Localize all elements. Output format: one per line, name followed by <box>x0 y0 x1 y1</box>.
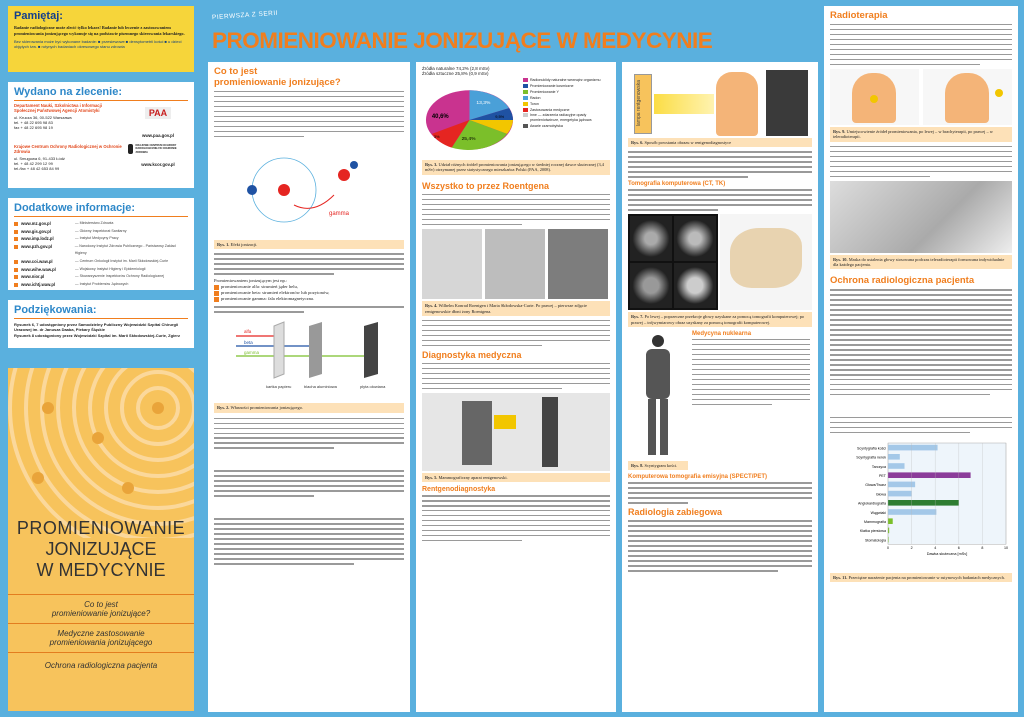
fig9-caption: Rys. 9. Umiejscowienie źródeł promieniowania, po lewej – w brachyterapii, po prawej – w teleradioterapii. <box>830 127 1012 142</box>
xray-diagram <box>628 66 812 138</box>
axis-tick: 0 <box>887 546 889 551</box>
pie-legend-item <box>523 78 610 82</box>
dose-pie-chart <box>422 78 521 158</box>
radiation-list-item-1: promieniowanie alfa: strumień jąder helu, <box>214 284 404 290</box>
bar-label: Stomatologia <box>865 538 886 543</box>
thermoplastic-mask-photo <box>830 181 1012 253</box>
bar-label: Wągwiaki <box>870 510 886 515</box>
radiation-logo-icon <box>128 144 133 154</box>
info-link-desc: — Główny Inspektorat Sanitarny <box>75 228 127 233</box>
fig5-caption: Rys. 5. Mammograficzny aparat rentgenowski. <box>422 473 610 482</box>
bar <box>888 482 915 488</box>
pie-legend-item <box>523 124 610 128</box>
svg-text:gamma: gamma <box>244 350 260 356</box>
pie-title: Źródła naturalne 74,2% (2,8 mSv) <box>422 66 490 71</box>
fig7-caption: Rys. 7. Po lewej – poprzeczne przekroje głowy uzyskane za pomocą tomografii komputerowej; po prawej – trójwymiarowy obraz uzyskany za pomocą tomografii komputerowej. <box>628 312 812 327</box>
bullet-square-icon <box>14 222 18 226</box>
info-link-url[interactable]: www.mz.gov.pl <box>21 221 51 226</box>
reminder-note: Bez skierowania może być wykonane badanie: ■ przesiewowe ■ densytometrii kości ■ u dzieci objętych tzw. ■ rutynych badaniach okresowego stanu zdrowia <box>14 39 182 50</box>
bar-label: Głowa/Twarz <box>865 483 886 488</box>
mammograph-photo <box>422 393 610 471</box>
publisher-title: Wydano na zlecenie: <box>14 86 122 98</box>
reminder-bold-text: Badanie radiologiczne może zlecić tylko lekarz! Badanie lub leczenie z zastosowaniem promieniowania jonizującego wykonuje się na podstawie pisemnego skierowania lekarskiego. <box>14 25 185 36</box>
svg-text:kartka papieru: kartka papieru <box>266 384 292 390</box>
publisher-box <box>8 82 194 188</box>
pie-legend-item <box>523 96 610 100</box>
org1-address: ul. Krucza 36, 00-522 Warszawa tel. + 48 22 695 98 83 fax + 48 22 695 98 19 <box>14 115 72 131</box>
svg-text:3%: 3% <box>433 133 440 139</box>
org2-address: ul. Smugowa 6, 91-433 Łódź tel. + 48 42 299 12 99 tel./fax + 48 42 653 84 99 <box>14 156 65 172</box>
additional-links <box>14 220 188 288</box>
legend-swatch <box>523 113 528 117</box>
bullet-square-icon <box>14 260 18 264</box>
bar-label: Scyntygrafia kości <box>857 446 886 451</box>
info-link-row <box>14 266 188 274</box>
pie-legend-item <box>523 113 610 122</box>
gamma-label: gamma <box>329 210 350 217</box>
hand-xray-image <box>548 229 608 299</box>
info-link-desc: — Instytut Problemów Jądrowych <box>75 281 129 286</box>
info-link-desc: — Stowarzyszenie Inspektorów Ochrony Radiologicznej <box>75 274 165 279</box>
bar <box>888 472 971 478</box>
section-diagnostics: Diagnostyka medyczna <box>422 349 522 360</box>
fig8-caption: Rys. 8. Scyntygram kości. <box>628 461 688 470</box>
cover-title-line-3: W MEDYCYNIE <box>36 560 166 580</box>
svg-text:płyta ołowiana: płyta ołowiana <box>360 384 386 390</box>
info-link-row <box>14 273 188 281</box>
info-link-desc: — Narodowy Instytut Zdrowia Publicznego - Państwowy Zakład Higieny <box>74 243 176 256</box>
reminder-title: Pamiętaj: <box>14 10 63 22</box>
axis-tick: 8 <box>981 546 984 551</box>
bullet-square-icon <box>14 275 18 279</box>
fig6-caption: Rys. 6. Sposób powstania obrazu w rentgenodiagnostyce <box>628 138 812 147</box>
fig4-caption: Rys. 4. Wilhelm Konrad Roentgen i Maria Skłodowska-Curie. Po prawej – pierwsze zdjęcie rentgenowskie dłoni żony Roentgena. <box>422 301 610 316</box>
legend-label: Inne — zdarzenia radiacyjne opady promieniotwórcze, energetyka jądrowa <box>529 113 592 122</box>
cover-toc-3[interactable]: Ochrona radiologiczna pacjenta <box>44 661 158 670</box>
bar <box>888 454 900 460</box>
bullet-square-icon <box>14 237 18 241</box>
legend-label: Radionuklidy naturalne wewnątrz organizmu <box>529 78 601 82</box>
additional-info-box <box>8 198 194 290</box>
bar-label: Klatka piersiowa <box>859 529 886 534</box>
pie-legend-item <box>523 84 610 88</box>
org1-logo: PAA <box>145 107 171 119</box>
page-title: PROMIENIOWANIE JONIZUJĄCE W MEDYCYNIE <box>212 28 713 53</box>
cover-title-line-1: PROMIENIOWANIE <box>16 518 186 538</box>
bar-label: Mammografia <box>864 520 886 525</box>
info-link-desc: — Ministerstwo Zdrowia <box>75 221 114 225</box>
info-link-url[interactable]: www.coi.waw.pl <box>21 258 53 264</box>
info-link-row <box>14 235 188 243</box>
ct-slices-grid <box>628 214 718 310</box>
cover-radiation-pattern <box>8 368 194 538</box>
svg-text:13,3%: 13,3% <box>476 101 491 107</box>
svg-text:blacha aluminiowa: blacha aluminiowa <box>304 384 337 390</box>
bone-scintigram <box>628 331 688 459</box>
bar <box>888 445 938 451</box>
additional-title: Dodatkowe informacje: <box>14 202 136 214</box>
cover-title-line-2: JONIZUJĄCE <box>45 539 157 559</box>
axis-tick: 10 <box>1004 546 1008 551</box>
cover-panel <box>8 368 194 711</box>
svg-text:alfa: alfa <box>244 329 252 335</box>
info-link-url[interactable]: www.imp.lodz.pl <box>21 236 54 242</box>
bar-label: Angiokardiografia <box>858 501 886 506</box>
info-link-url[interactable]: www.pzh.gov.pl <box>20 243 53 249</box>
fig2-caption: Rys. 2. Własności promieniowania jonizującego. <box>214 403 404 412</box>
info-link-url[interactable]: www.nior.pl <box>21 274 45 280</box>
org2-name: Krajowe Centrum Ochrony Radiologicznej w Ochronie Zdrowia <box>14 144 122 155</box>
cover-toc-1[interactable]: Co to jest promieniowanie jonizujące? <box>51 600 151 618</box>
legend-label: Radon <box>529 95 541 100</box>
info-link-row <box>14 258 188 266</box>
section-ct: Tomografia komputerowa (CT, TK) <box>628 181 726 188</box>
info-link-row <box>14 281 188 289</box>
fig3-caption: Rys. 3. Udział różnych źródeł promieniowania jonizującego w średniej rocznej dawce skutecznej (3,4 mSv) otrzymanej przez statystycznego mieszkańca Polski (PAA, 2008). <box>422 160 610 175</box>
pie-legend <box>521 78 610 158</box>
legend-swatch <box>523 124 528 128</box>
info-link-url[interactable]: www.wihe.waw.pl <box>21 266 56 272</box>
section-radiodiagnostics: Rentgenodiagnostyka <box>422 486 496 494</box>
bar <box>888 500 959 506</box>
fig10-caption: Rys. 10. Maska do ustalenia głowy stosowana podczas teleradioterapii formowana indywidualnie dla każdego pacjenta. <box>830 255 1012 270</box>
thanks-item-2: Rysunek 8 udostępniony przez Wojewódzki Szpital im. Marii Skłodowskiej-Curie, Zgierz <box>14 333 180 338</box>
radiation-list-intro: Promieniowaniem jonizującym jest np.: <box>214 278 288 284</box>
section-roentgen: Wszystko to przez Roentgena <box>422 180 550 191</box>
left-column <box>0 0 200 717</box>
org2-site[interactable]: www.kcor.gov.pl <box>141 162 175 167</box>
legend-swatch <box>523 84 528 88</box>
pie-subtitle: Źródła sztuczne 25,8% (0,9 mSv) <box>422 71 489 76</box>
bar <box>888 463 905 469</box>
svg-text:9,5%: 9,5% <box>495 114 505 119</box>
svg-text:25,4%: 25,4% <box>461 136 476 142</box>
col3-panel <box>416 62 616 712</box>
axis-tick: 4 <box>934 546 937 551</box>
info-link-desc: — Wojskowy Instytut Higieny i Epidemiologii <box>75 266 146 271</box>
thanks-item-1: Rysunek 6, 7 udostępniony przez Samodzielny Publiczny Wojewódzki Szpital Chirurgii Urazowej im. dr Janusza Daaba, Piekary Śląskie <box>14 322 179 332</box>
info-link-url[interactable]: www.gis.gov.pl <box>21 228 52 234</box>
fig1-caption: Rys. 1. Efekt jonizacji. <box>214 240 404 249</box>
pie-legend-item <box>523 90 610 94</box>
bar-label: Scyntygrafia nerek <box>856 455 886 460</box>
bar-label: PET <box>879 474 886 479</box>
section-interventional: Radiologia zabiegowa <box>628 507 723 518</box>
legend-swatch <box>523 96 528 100</box>
info-link-row <box>14 243 188 258</box>
brachytherapy-figure <box>830 69 919 125</box>
section-protection: Ochrona radiologiczna pacjenta <box>830 275 975 287</box>
section-what-is-radiation: Co to jest promieniowanie jonizujące? <box>214 66 341 88</box>
org2-logo: KRAJOWE CENTRUM OCHRONY RADIOLOGICZNEJ W OCHRONIE ZDROWIA <box>135 144 177 154</box>
legend-label: Toron <box>529 101 539 106</box>
reminder-box <box>8 6 194 72</box>
radiation-symbol-icon <box>995 89 1003 97</box>
bullet-square-icon <box>14 245 18 249</box>
info-link-row <box>14 228 188 236</box>
svg-text:beta: beta <box>244 340 253 346</box>
bullet-square-icon <box>14 230 18 234</box>
bar <box>888 491 912 497</box>
axis-tick: 2 <box>910 546 913 551</box>
info-link-desc: — Instytut Medycyny Pracy <box>75 236 119 241</box>
legend-swatch <box>523 108 528 112</box>
ionization-diagram <box>214 145 404 235</box>
thanks-title: Podziękowania: <box>14 304 97 316</box>
roentgen-portrait <box>422 229 482 299</box>
bar-label: Głowa <box>875 492 886 497</box>
svg-text:40,6%: 40,6% <box>431 114 449 120</box>
info-link-row <box>14 220 188 228</box>
legend-label: Promieniowanie kosmiczne <box>529 83 574 88</box>
bar <box>888 528 889 534</box>
bullet-square-icon <box>14 268 18 272</box>
legend-swatch <box>523 102 528 106</box>
radiation-symbol-icon <box>870 95 878 103</box>
ct-3d-reconstruction <box>720 214 812 310</box>
teleradiotherapy-figure <box>923 69 1012 125</box>
org1-site[interactable]: www.paa.gov.pl <box>142 133 174 138</box>
col2-panel <box>208 62 410 712</box>
radiation-list-item-2: promieniowanie beta: strumień elektronów lub pozytonów, <box>214 290 404 296</box>
bar-label: Tarczyca <box>871 464 886 469</box>
legend-label: Zastosowania medyczne <box>529 107 570 112</box>
info-link-url[interactable]: www.ichtj.waw.pl <box>21 281 56 287</box>
axis-tick: 6 <box>957 546 960 551</box>
fig11-caption: Rys. 11. Przeciętne narażenie pacjenta na promieniowanie w rutynowych badaniach medycznych. <box>830 573 1012 582</box>
axis-label: Dawka skuteczna [mSv] <box>926 552 968 557</box>
bullet-square-icon <box>14 283 18 287</box>
section-radiotherapy: Radioterapia <box>830 10 888 21</box>
legend-label: Awarie czarnobylska <box>529 123 563 128</box>
pie-legend-item <box>523 102 610 106</box>
thanks-box <box>8 300 194 348</box>
col4-panel <box>622 62 818 712</box>
radiation-list-item-3: promieniowanie gamma: fala elektromagnetyczna. <box>214 296 404 302</box>
cover-toc-2[interactable]: Medyczne zastosowanie promieniowania jonizującego <box>49 629 153 647</box>
pie-legend-item <box>523 108 610 112</box>
info-link-desc: — Centrum Onkologii Instytut im. Marii Skłodowskiej-Curie <box>75 258 169 263</box>
legend-label: Promieniowanie Y <box>529 89 559 94</box>
section-spect: Komputerowa tomografia emisyjna (SPECT/PET) <box>628 474 768 481</box>
bar <box>888 518 893 524</box>
bar <box>888 509 936 515</box>
legend-swatch <box>523 90 528 94</box>
xray-tube-label: lampa rentgenowska <box>636 79 643 127</box>
dose-bar-chart <box>830 439 1012 567</box>
curie-portrait <box>485 229 545 299</box>
legend-swatch <box>523 78 528 82</box>
section-nuclear: Medycyna nuklearna <box>692 331 752 338</box>
header-series: PIERWSZA Z SERII <box>211 9 279 22</box>
org1-name: Departament Nauki, Szkolnictwa i Informacji Społecznej Państwowej Agencji Atomistyki <box>14 103 102 114</box>
col5-panel <box>824 6 1018 712</box>
penetration-diagram <box>214 318 404 398</box>
